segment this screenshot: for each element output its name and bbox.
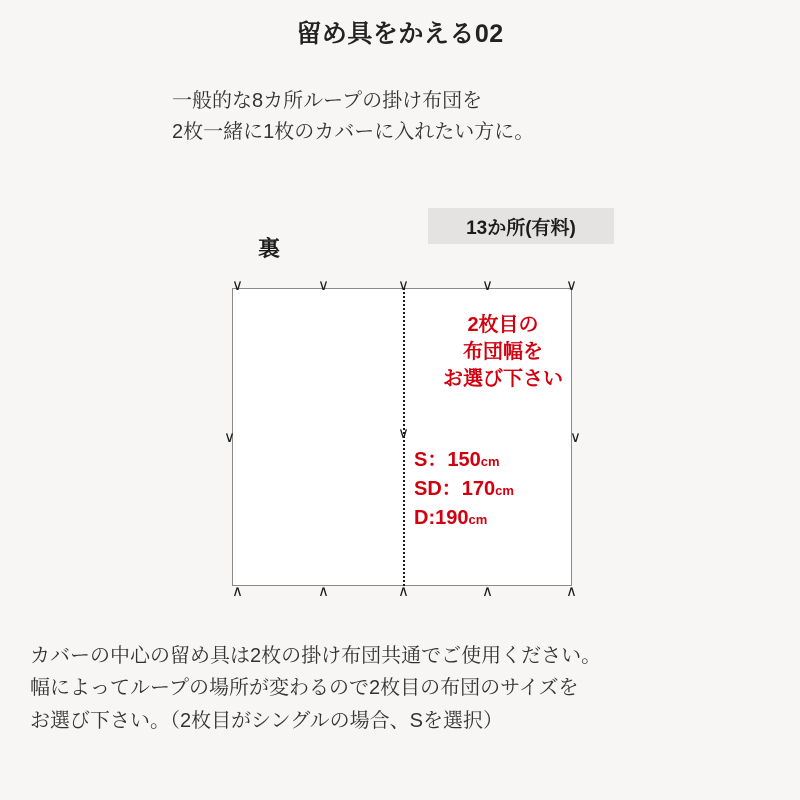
size-instruction-line-3: お選び下さい (443, 368, 563, 390)
back-side-label: 裏 (258, 236, 281, 261)
size-instruction-line-1: 2枚目の (467, 314, 539, 336)
footer-note-line-1: カバーの中心の留め具は2枚の掛け布団共通でご使用ください。 (30, 645, 602, 667)
size-option-s (414, 446, 594, 475)
clip-mark-top-3: ∨ (398, 277, 409, 294)
clip-mark-top-4: ∨ (482, 277, 493, 294)
clip-mark-top-2: ∨ (318, 277, 329, 294)
clip-mark-left: ∨ (224, 429, 235, 446)
clip-mark-bottom-5: ∧ (566, 583, 577, 600)
clip-mark-bottom-2: ∧ (318, 583, 329, 600)
clip-mark-top-5: ∨ (566, 277, 577, 294)
size-options-list (414, 446, 594, 533)
clip-mark-center: ∨ (398, 425, 409, 442)
size-option-sd-unit: cm (495, 483, 514, 498)
size-instruction-line-2: 布団幅を (463, 341, 543, 363)
footer-note-line-3: お選び下さい。（2枚目がシングルの場合、Sを選択） (30, 709, 503, 732)
footer-note (30, 640, 780, 737)
clip-mark-bottom-3: ∧ (398, 583, 409, 600)
size-instruction (418, 312, 588, 393)
lead-line-2: 2枚一緒に1枚のカバーに入れたい方に。 (172, 121, 535, 143)
page-title: 留め具をかえる02 (296, 20, 504, 48)
size-option-sd-label: SD：170 (414, 478, 496, 500)
clip-mark-bottom-1: ∧ (232, 583, 243, 600)
size-option-sd (414, 475, 594, 504)
size-option-d (414, 504, 594, 533)
size-option-s-label: S：150 (414, 449, 481, 471)
lead-text (172, 86, 534, 148)
clip-mark-right: ∨ (570, 429, 581, 446)
footer-note-line-2: 幅によってループの場所が変わるので2枚目の布団のサイズを (30, 677, 579, 700)
lead-line-1: 一般的な8カ所ループの掛け布団を (172, 90, 483, 112)
size-option-d-unit: cm (468, 512, 488, 527)
clip-mark-top-1: ∨ (232, 277, 243, 294)
size-option-s-unit: cm (480, 454, 500, 469)
clip-mark-bottom-4: ∧ (482, 583, 493, 600)
size-option-d-label: D:190 (414, 507, 469, 529)
status-badge: 13か所(有料) (428, 208, 614, 244)
